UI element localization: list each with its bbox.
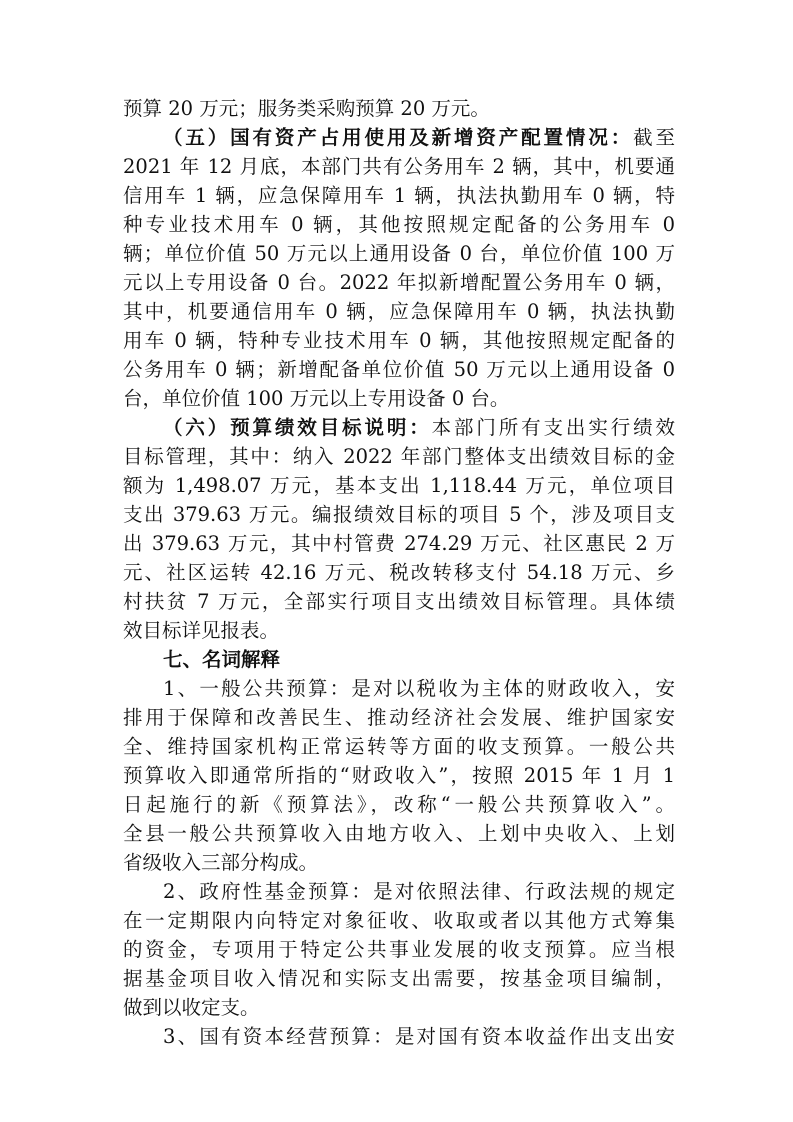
section-5-heading: （五）国有资产占用使用及新增资产配置情况： — [163, 126, 634, 149]
text-line-27: 省级收入三部分构成。 — [123, 851, 319, 874]
text-line-1: 预算 20 万元；服务类采购预算 20 万元。 — [123, 97, 490, 120]
text-line-19: 效目标详见报表。 — [123, 619, 280, 642]
text-line-21: 1、一般公共预算：是对以税收为主体的财政收入，安 — [163, 677, 675, 700]
text-line-32: 做到以收定支。 — [123, 996, 260, 1019]
text-line-14: 额为 1,498.07 万元，基本支出 1,118.44 万元，单位项目 — [123, 474, 675, 497]
text-line-13: 目标管理，其中：纳入 2022 年部门整体支出绩效目标的金 — [123, 445, 675, 468]
text-line-10: 公务用车 0 辆；新增配备单位价值 50 万元以上通用设备 0 — [123, 358, 675, 381]
section-7-heading-line — [123, 645, 675, 674]
text-line-3: 2021 年 12 月底，本部门共有公务用车 2 辆，其中，机要通 — [123, 155, 675, 178]
text-line-23: 全、维持国家机构正常运转等方面的收支预算。一般公共 — [123, 735, 675, 758]
text-line-28: 2、政府性基金预算：是对依照法律、行政法规的规定 — [163, 880, 675, 903]
text-line-11: 台，单位价值 100 万元以上专用设备 0 台。 — [123, 387, 510, 410]
text-line-33: 3、国有资本经营预算：是对国有资本收益作出支出安 — [163, 1025, 675, 1048]
text-line-6: 辆；单位价值 50 万元以上通用设备 0 台，单位价值 100 万 — [123, 242, 675, 265]
text-line-7: 元以上专用设备 0 台。2022 年拟新增配置公务用车 0 辆， — [123, 271, 675, 294]
text-line-16: 出 379.63 万元，其中村管费 274.29 万元、社区惠民 2 万 — [123, 532, 675, 555]
text-line-26: 全县一般公共预算收入由地方收入、上划中央收入、上划 — [123, 822, 675, 845]
text-line-17: 元、社区运转 42.16 万元、税改转移支付 54.18 万元、乡 — [123, 561, 675, 584]
text-line-18: 村扶贫 7 万元，全部实行项目支出绩效目标管理。具体绩 — [123, 590, 675, 613]
section-6-heading-line: （六）预算绩效目标说明：本部门所有支出实行绩效 — [163, 416, 675, 439]
document-page — [123, 94, 675, 1051]
text-line-24: 预算收入即通常所指的“财政收入”，按照 2015 年 1 月 1 — [123, 764, 675, 787]
text-line-25: 日起施行的新《预算法》，改称“一般公共预算收入”。 — [123, 793, 675, 816]
text-line-4: 信用车 1 辆，应急保障用车 1 辆，执法执勤用车 0 辆，特 — [123, 184, 675, 207]
text-line-29: 在一定期限内向特定对象征收、收取或者以其他方式筹集 — [123, 909, 675, 932]
text-line-22: 排用于保障和改善民生、推动经济社会发展、维护国家安 — [123, 706, 675, 729]
text-line-8: 其中，机要通信用车 0 辆，应急保障用车 0 辆，执法执勤 — [123, 300, 675, 323]
text-line-30: 的资金，专项用于特定公共事业发展的收支预算。应当根 — [123, 938, 675, 961]
section-7-heading: 七、名词解释 — [163, 648, 281, 671]
text-line-9: 用车 0 辆，特种专业技术用车 0 辆，其他按照规定配备的 — [123, 329, 675, 352]
text-line-15: 支出 379.63 万元。编报绩效目标的项目 5 个，涉及项目支 — [123, 503, 675, 526]
section-6-heading: （六）预算绩效目标说明： — [163, 416, 432, 439]
text-line-31: 据基金项目收入情况和实际支出需要，按基金项目编制， — [123, 967, 675, 990]
section-5-heading-line: （五）国有资产占用使用及新增资产配置情况：截至 — [163, 126, 675, 149]
text-line-5: 种专业技术用车 0 辆，其他按照规定配备的公务用车 0 — [123, 213, 675, 236]
